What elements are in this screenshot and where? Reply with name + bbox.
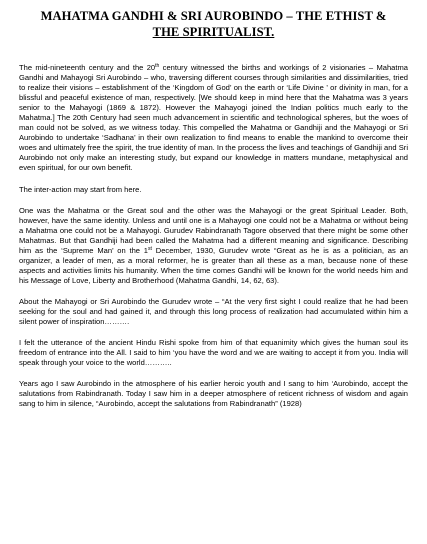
document-title bbox=[19, 8, 408, 40]
paragraph-interaction: The inter-action may start from here. bbox=[19, 184, 142, 194]
paragraph-mahatma-text-a: One was the Mahatma or the Great soul and the other was the Mahayogi or the great Spiritual Leader. Both, however, have the same identity. Unless and until one is a Mahayogi one could not be a Mahatma or without being a Mahatma one could not be a Mahayogi. Gurudev Rabindranath Tagore observed that there might be some other Mahatmas. But that Gandhiji had been called the Mahatma had a different meaning and significance. Describing him as the ‘Supreme Man’ on the 1 bbox=[19, 205, 408, 255]
paragraph-intro-text-a: The mid-nineteenth century and the 20 bbox=[19, 63, 156, 72]
paragraph-salutations: Years ago I saw Aurobindo in the atmosphere of his earlier heroic youth and I sang to him ‘Aurobindo, accept the salutations from Rabindranath. Today I saw him in a deeper atmosphere of reticent richness of wisdom and again sang to him in silence, “Aurobindo, accept the salutations from Rabindranath” (1928) bbox=[19, 379, 408, 409]
paragraph-mahatma bbox=[19, 206, 408, 286]
title-line-2: THE SPIRITUALIST. bbox=[152, 25, 275, 39]
superscript-st: st bbox=[148, 245, 152, 252]
paragraph-rishi: I felt the utterance of the ancient Hindu Rishi spoke from him of that equanimity which gives the human soul its freedom of entrance into the All. I said to him ‘you have the word and we are waiting to accept it from you. India will speak through your voice to the world……….. bbox=[19, 338, 408, 368]
paragraph-mahatma-text-b: December, 1930, Gurudev wrote “Great as he is as a politician, as an organizer, a leader of men, as a moral reformer, he is greater than all these as a man, because none of these aspects and activities limits his humanity. When the time comes Gandhi will be known for the world needs him and his Message of Love, Liberty and Brotherhood (Mahatma Gandhi, 14, 62, 63). bbox=[19, 245, 408, 285]
title-line-1: MAHATMA GANDHI & SRI AUROBINDO – THE ETHIST & bbox=[40, 9, 387, 23]
paragraph-intro-text-b: century witnessed the births and workings of 2 visionaries – Mahatma Gandhi and Mahayogi Sri Aurobindo – who, traversing different courses through similarities and dissimilarities, tried to realize their visions – establishment of the ‘Kingdom of God’ on the earth or ‘Life Divine ’ or divinity in man, for a blissful and peaceful existence of man, respectively. [We should keep in mind here that the Mahatma was 3 years senior to the Mahayogi (1869 & 1872). However the Mahayogi joined the Indian politics much early to the Mahatma.] The 20th Century had seen much advancement in scientific and technological spheres, but the woes of man could not be solved, as we witness today. This compelled the Mahatma or Gandhiji and the Mahayogi or Sri Aurobindo to undertake ‘Sadhana’ in their own realization to find means to enable the mankind to overcome their woes and ultimately free the spirit, the true identity of man. In the process the lives and teachings of Gandhiji and Sri Aurobindo not only make an interesting study, but expand our knowledge in matters mundane, metaphysical and even spiritual, for our own benefit. bbox=[19, 63, 408, 173]
superscript-th: th bbox=[155, 63, 160, 69]
paragraph-intro bbox=[19, 63, 408, 174]
paragraph-mahayogi: About the Mahayogi or Sri Aurobindo the Gurudev wrote – “At the very first sight I could realize that he had been seeking for the soul and had gained it, and through this long process of realization had accumulated within him a silent power of inspiration………. bbox=[19, 296, 408, 327]
document-body bbox=[19, 63, 408, 409]
